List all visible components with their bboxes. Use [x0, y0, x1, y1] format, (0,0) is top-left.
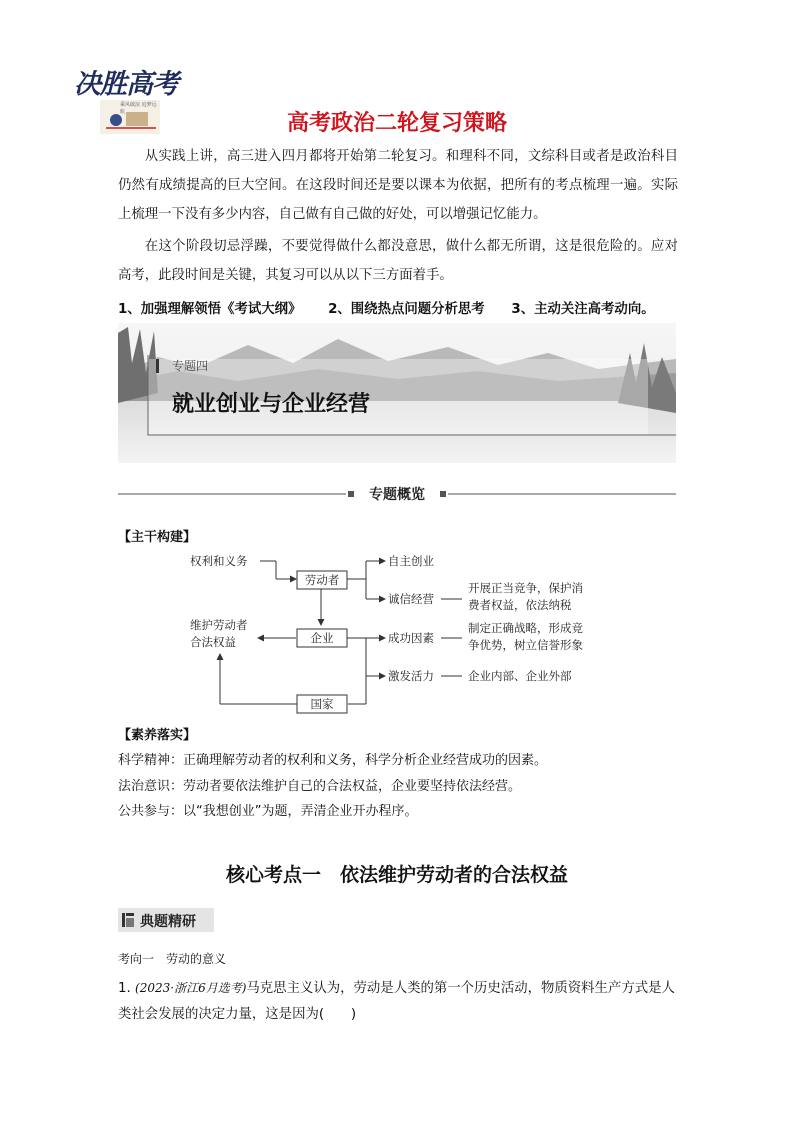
core-section-title: 核心考点一 依法维护劳动者的合法权益 [225, 864, 568, 886]
strategy-point: 2、围绕热点问题分析思考 [328, 302, 485, 317]
node-honest: 诚信经营 [388, 592, 434, 606]
node-protect-line1: 维护劳动者 [190, 618, 248, 632]
question-source: (2023·浙江6月选考) [135, 981, 247, 995]
node-worker: 劳动者 [304, 573, 340, 587]
intro-paragraph-2: 在这个阶段切忌浮躁，不要觉得做什么都没意思，做什么都无所谓，这是很危险的。应对高考，此段时间是关键，其复习可以从以下三方面着手。 [118, 239, 678, 283]
node-self-start: 自主创业 [388, 554, 434, 568]
question-number: 1. [118, 981, 131, 996]
node-vitality: 激发活力 [388, 669, 434, 683]
node-enterprise: 企业 [310, 631, 334, 645]
node-rights: 权利和义务 [190, 554, 248, 568]
banner-title: 就业创业与企业经营 [172, 392, 371, 417]
overview-title: 专题概览 [369, 487, 425, 503]
success-detail-line2: 争优势，树立信誉形象 [468, 638, 583, 652]
question-1 [118, 975, 678, 1028]
kaoxiang-label: 考向一 劳动的意义 [118, 952, 227, 966]
vitality-detail: 企业内部、企业外部 [468, 669, 572, 683]
banner-label: 专题四 [172, 359, 209, 373]
strategy-point: 3、主动关注高考动向。 [511, 302, 655, 317]
page-title: 高考政治二轮复习策略 [286, 111, 507, 136]
suyang-line: 法治意识：劳动者要依法维护自己的合法权益，企业要坚持依法经营。 [118, 778, 522, 794]
suyang-list [118, 748, 678, 825]
suyang-heading: 【素养落实】 [118, 728, 197, 743]
framework-heading: 【主干构建】 [118, 530, 197, 545]
framework-diagram [180, 548, 640, 718]
logo-brand-text: 决胜高考 [74, 69, 178, 100]
node-protect-line2: 合法权益 [190, 635, 236, 649]
honest-detail-line1: 开展正当竞争，保护消 [468, 581, 583, 595]
intro-paragraph-1: 从实践上讲，高三进入四月都将开始第二轮复习。和理科不同，文综科目或者是政治科目仍然有成绩提高的巨大空间。在这段时间还是要以课本为依据，把所有的考点梳理一遍。实际上梳理一下没有多少内容，自己做有自己做的好处，可以增强记忆能力。 [118, 149, 678, 222]
badge-text: 典题精研 [140, 914, 196, 930]
honest-detail-line2: 费者权益，依法纳税 [468, 598, 572, 612]
success-detail-line1: 制定正确战略，形成竞 [468, 621, 583, 635]
question-text: 马克思主义认为，劳动是人类的第一个历史活动，物质资料生产方式是人类社会发展的决定力量，这是因为( ) [118, 981, 675, 1022]
logo-tagline: 乘风破浪 追梦远航 [120, 102, 157, 115]
node-state: 国家 [310, 697, 334, 711]
node-success: 成功因素 [388, 631, 434, 645]
suyang-line: 科学精神：正确理解劳动者的权利和义务，科学分析企业经营成功的因素。 [118, 753, 548, 768]
suyang-line: 公共参与：以“我想创业”为题，弄清企业开办程序。 [118, 804, 418, 819]
strategy-point: 1、加强理解领悟《考试大纲》 [118, 302, 302, 317]
book-icon [122, 913, 134, 927]
strategy-points [118, 298, 677, 317]
